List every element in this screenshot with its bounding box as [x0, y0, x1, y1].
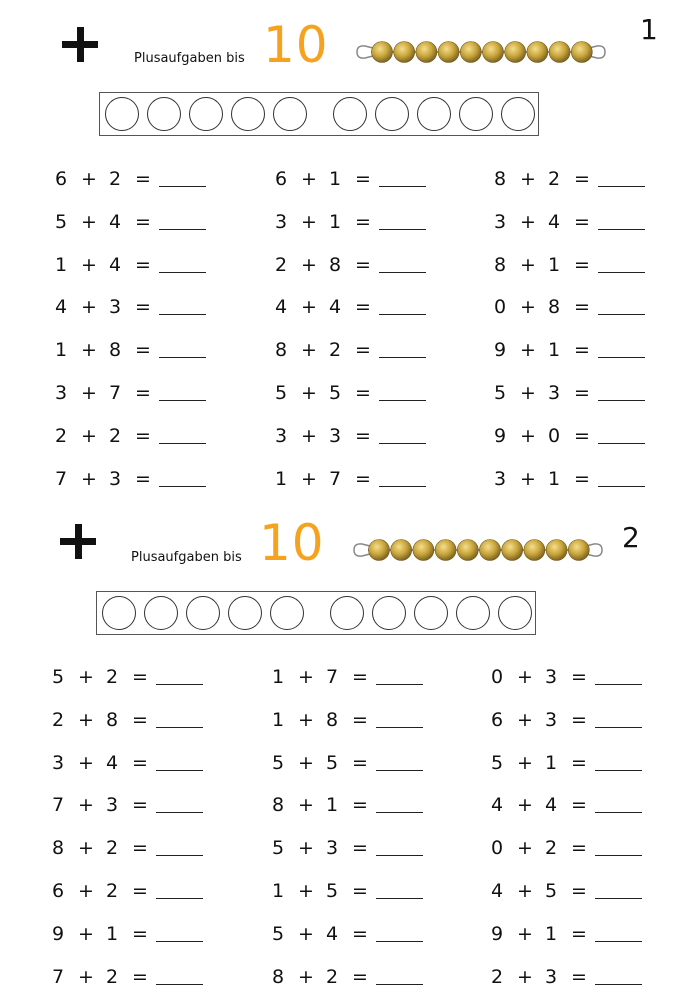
plus-operator: + [78, 666, 94, 688]
second-addend: 3 [106, 794, 119, 817]
first-addend: 4 [491, 794, 504, 817]
ten-frame-circle [372, 596, 406, 630]
equals-sign: = [574, 210, 590, 233]
second-addend: 1 [106, 922, 119, 945]
ten-frame [96, 591, 536, 635]
first-addend: 3 [494, 210, 507, 233]
worksheet-subtitle: Plusaufgaben bis [134, 51, 245, 66]
second-addend: 2 [329, 339, 342, 362]
second-addend: 2 [106, 880, 119, 902]
plus-operator: + [298, 922, 314, 945]
second-addend: 8 [548, 296, 561, 319]
answer-blank[interactable] [595, 812, 642, 813]
first-addend: 8 [275, 339, 288, 362]
answer-blank[interactable] [595, 984, 642, 985]
plus-operator: + [298, 794, 314, 817]
answer-blank[interactable] [156, 898, 203, 899]
second-addend: 2 [548, 168, 561, 190]
equals-sign: = [571, 794, 587, 817]
plus-operator: + [520, 339, 536, 362]
first-addend: 7 [52, 965, 65, 988]
equals-sign: = [574, 253, 590, 276]
plus-operator: + [520, 253, 536, 276]
equals-sign: = [574, 339, 590, 362]
bead [435, 540, 456, 561]
first-addend: 3 [52, 751, 65, 774]
bead [502, 540, 523, 561]
plus-operator: + [81, 424, 97, 447]
answer-blank[interactable] [156, 855, 203, 856]
answer-blank[interactable] [376, 770, 423, 771]
first-addend: 8 [494, 168, 507, 190]
answer-blank[interactable] [156, 727, 203, 728]
plus-operator: + [298, 965, 314, 988]
bead [369, 540, 390, 561]
ten-frame-circle [456, 596, 490, 630]
second-addend: 1 [548, 467, 561, 490]
plus-symbol-icon [60, 521, 104, 565]
first-addend: 2 [275, 253, 288, 276]
second-addend: 1 [548, 253, 561, 276]
plus-operator: + [81, 210, 97, 233]
bead [524, 540, 545, 561]
first-addend: 3 [494, 467, 507, 490]
second-addend: 3 [326, 837, 339, 860]
equals-sign: = [132, 666, 148, 688]
plus-operator: + [517, 837, 533, 860]
second-addend: 1 [329, 168, 342, 190]
first-addend: 3 [275, 210, 288, 233]
equals-sign: = [571, 880, 587, 902]
first-addend: 9 [494, 424, 507, 447]
equals-sign: = [135, 467, 151, 490]
first-addend: 8 [272, 794, 285, 817]
answer-blank[interactable] [595, 941, 642, 942]
second-addend: 4 [548, 210, 561, 233]
ten-frame-circle [186, 596, 220, 630]
plus-operator: + [81, 382, 97, 404]
equals-sign: = [135, 382, 151, 404]
plus-operator: + [298, 666, 314, 688]
answer-blank[interactable] [376, 855, 423, 856]
first-addend: 5 [272, 837, 285, 860]
first-addend: 5 [52, 666, 65, 688]
plus-operator: + [81, 467, 97, 490]
plus-operator: + [520, 467, 536, 490]
first-addend: 8 [272, 965, 285, 988]
equals-sign: = [571, 751, 587, 774]
equals-sign: = [571, 922, 587, 945]
first-addend: 2 [52, 708, 65, 731]
plus-operator: + [517, 965, 533, 988]
first-addend: 9 [491, 922, 504, 945]
equals-sign: = [132, 922, 148, 945]
plus-operator: + [81, 168, 97, 190]
plus-operator: + [78, 837, 94, 860]
equals-sign: = [355, 339, 371, 362]
sheet-number: 1 [640, 13, 658, 46]
equals-sign: = [355, 424, 371, 447]
plus-operator: + [81, 253, 97, 276]
second-addend: 4 [109, 210, 122, 233]
second-addend: 5 [329, 382, 342, 404]
problem-row [0, 662, 684, 692]
equals-sign: = [352, 708, 368, 731]
bead [457, 540, 478, 561]
equals-sign: = [355, 253, 371, 276]
answer-blank[interactable] [595, 770, 642, 771]
second-addend: 7 [326, 666, 339, 688]
first-addend: 1 [272, 666, 285, 688]
first-addend: 0 [491, 666, 504, 688]
first-addend: 5 [275, 382, 288, 404]
problem-row [0, 919, 684, 949]
second-addend: 5 [326, 751, 339, 774]
plus-operator: + [298, 708, 314, 731]
equals-sign: = [132, 880, 148, 902]
second-addend: 7 [329, 467, 342, 490]
plus-operator: + [78, 708, 94, 731]
plus-operator: + [298, 880, 314, 902]
problem-row [0, 962, 684, 992]
first-addend: 4 [55, 296, 68, 319]
problem-row [0, 833, 684, 863]
equals-sign: = [352, 751, 368, 774]
first-addend: 7 [52, 794, 65, 817]
problem-row [0, 748, 684, 778]
second-addend: 2 [106, 965, 119, 988]
second-addend: 3 [109, 296, 122, 319]
plus-operator: + [301, 424, 317, 447]
first-addend: 6 [52, 880, 65, 902]
plus-operator: + [517, 751, 533, 774]
equals-sign: = [574, 296, 590, 319]
second-addend: 4 [106, 751, 119, 774]
second-addend: 4 [326, 922, 339, 945]
equals-sign: = [355, 467, 371, 490]
second-addend: 3 [548, 382, 561, 404]
answer-blank[interactable] [376, 941, 423, 942]
plus-operator: + [520, 210, 536, 233]
second-addend: 2 [106, 837, 119, 860]
problem-row [0, 705, 684, 735]
answer-blank[interactable] [156, 770, 203, 771]
ten-frame-circle [228, 596, 262, 630]
sheet-number: 2 [622, 521, 640, 554]
first-addend: 8 [494, 253, 507, 276]
answer-blank[interactable] [595, 684, 642, 685]
equals-sign: = [132, 837, 148, 860]
plus-operator: + [520, 168, 536, 190]
target-number: 10 [263, 16, 329, 74]
first-addend: 5 [272, 922, 285, 945]
equals-sign: = [571, 666, 587, 688]
first-addend: 5 [55, 210, 68, 233]
plus-operator: + [81, 339, 97, 362]
equals-sign: = [355, 210, 371, 233]
ten-frame-circle [498, 596, 532, 630]
first-addend: 2 [491, 965, 504, 988]
second-addend: 4 [329, 296, 342, 319]
equals-sign: = [355, 296, 371, 319]
second-addend: 1 [545, 922, 558, 945]
equals-sign: = [135, 339, 151, 362]
target-number: 10 [259, 514, 325, 572]
first-addend: 1 [55, 253, 68, 276]
second-addend: 8 [109, 339, 122, 362]
first-addend: 6 [55, 168, 68, 190]
second-addend: 2 [326, 965, 339, 988]
second-addend: 5 [545, 880, 558, 902]
second-addend: 0 [548, 424, 561, 447]
plus-operator: + [520, 382, 536, 404]
answer-blank[interactable] [156, 684, 203, 685]
plus-operator: + [298, 837, 314, 860]
ten-frame-circle [414, 596, 448, 630]
equals-sign: = [135, 253, 151, 276]
first-addend: 0 [494, 296, 507, 319]
ten-frame-circle [330, 596, 364, 630]
first-addend: 3 [55, 382, 68, 404]
equals-sign: = [135, 210, 151, 233]
equals-sign: = [571, 965, 587, 988]
answer-blank[interactable] [595, 727, 642, 728]
second-addend: 3 [545, 965, 558, 988]
ten-bead-bar-icon [352, 538, 604, 562]
plus-operator: + [298, 751, 314, 774]
plus-operator: + [520, 296, 536, 319]
second-addend: 2 [109, 168, 122, 190]
equals-sign: = [135, 424, 151, 447]
plus-operator: + [301, 210, 317, 233]
equals-sign: = [135, 168, 151, 190]
plus-operator: + [78, 965, 94, 988]
second-addend: 2 [109, 424, 122, 447]
second-addend: 3 [109, 467, 122, 490]
equals-sign: = [574, 168, 590, 190]
second-addend: 1 [548, 339, 561, 362]
equals-sign: = [352, 837, 368, 860]
plus-operator: + [78, 794, 94, 817]
worksheet-subtitle: Plusaufgaben bis [131, 550, 242, 565]
first-addend: 9 [494, 339, 507, 362]
plus-operator: + [301, 253, 317, 276]
plus-operator: + [78, 751, 94, 774]
equals-sign: = [571, 708, 587, 731]
first-addend: 4 [491, 880, 504, 902]
second-addend: 3 [329, 424, 342, 447]
bead [480, 540, 501, 561]
equals-sign: = [574, 424, 590, 447]
second-addend: 2 [545, 837, 558, 860]
plus-operator: + [301, 168, 317, 190]
first-addend: 9 [52, 922, 65, 945]
second-addend: 8 [329, 253, 342, 276]
plus-operator: + [517, 794, 533, 817]
bead [568, 540, 589, 561]
equals-sign: = [135, 296, 151, 319]
plus-operator: + [517, 666, 533, 688]
plus-operator: + [301, 296, 317, 319]
plus-operator: + [81, 296, 97, 319]
first-addend: 8 [52, 837, 65, 860]
equals-sign: = [352, 666, 368, 688]
bead [391, 540, 412, 561]
equals-sign: = [352, 965, 368, 988]
first-addend: 1 [272, 880, 285, 902]
equals-sign: = [352, 922, 368, 945]
answer-blank[interactable] [376, 727, 423, 728]
second-addend: 1 [326, 794, 339, 817]
second-addend: 4 [545, 794, 558, 817]
first-addend: 3 [275, 424, 288, 447]
equals-sign: = [355, 382, 371, 404]
bead [413, 540, 434, 561]
answer-blank[interactable] [595, 898, 642, 899]
equals-sign: = [574, 467, 590, 490]
first-addend: 7 [55, 467, 68, 490]
second-addend: 1 [545, 751, 558, 774]
ten-frame-circle [144, 596, 178, 630]
equals-sign: = [352, 794, 368, 817]
plus-operator: + [520, 424, 536, 447]
answer-blank[interactable] [595, 855, 642, 856]
plus-operator: + [517, 880, 533, 902]
second-addend: 8 [106, 708, 119, 731]
ten-frame-circle [270, 596, 304, 630]
plus-operator: + [517, 922, 533, 945]
equals-sign: = [132, 794, 148, 817]
plus-operator: + [517, 708, 533, 731]
equals-sign: = [132, 708, 148, 731]
plus-operator: + [78, 922, 94, 945]
equals-sign: = [355, 168, 371, 190]
second-addend: 7 [109, 382, 122, 404]
first-addend: 4 [275, 296, 288, 319]
answer-blank[interactable] [376, 812, 423, 813]
first-addend: 1 [55, 339, 68, 362]
answer-blank[interactable] [376, 898, 423, 899]
first-addend: 5 [491, 751, 504, 774]
plus-operator: + [78, 880, 94, 902]
second-addend: 5 [326, 880, 339, 902]
second-addend: 4 [109, 253, 122, 276]
equals-sign: = [132, 965, 148, 988]
first-addend: 1 [275, 467, 288, 490]
problem-row [0, 876, 684, 906]
equals-sign: = [574, 382, 590, 404]
answer-blank[interactable] [156, 984, 203, 985]
problem-row [0, 790, 684, 820]
answer-blank[interactable] [156, 812, 203, 813]
equals-sign: = [132, 751, 148, 774]
bead [546, 540, 567, 561]
plus-operator: + [301, 467, 317, 490]
ten-frame-circle [102, 596, 136, 630]
first-addend: 1 [272, 708, 285, 731]
answer-blank[interactable] [376, 684, 423, 685]
second-addend: 1 [329, 210, 342, 233]
second-addend: 3 [545, 666, 558, 688]
answer-blank[interactable] [376, 984, 423, 985]
first-addend: 0 [491, 837, 504, 860]
second-addend: 3 [545, 708, 558, 731]
plus-operator: + [301, 382, 317, 404]
first-addend: 5 [494, 382, 507, 404]
second-addend: 2 [106, 666, 119, 688]
answer-blank[interactable] [156, 941, 203, 942]
equals-sign: = [571, 837, 587, 860]
second-addend: 8 [326, 708, 339, 731]
first-addend: 2 [55, 424, 68, 447]
equals-sign: = [352, 880, 368, 902]
first-addend: 6 [491, 708, 504, 731]
first-addend: 6 [275, 168, 288, 190]
plus-operator: + [301, 339, 317, 362]
first-addend: 5 [272, 751, 285, 774]
